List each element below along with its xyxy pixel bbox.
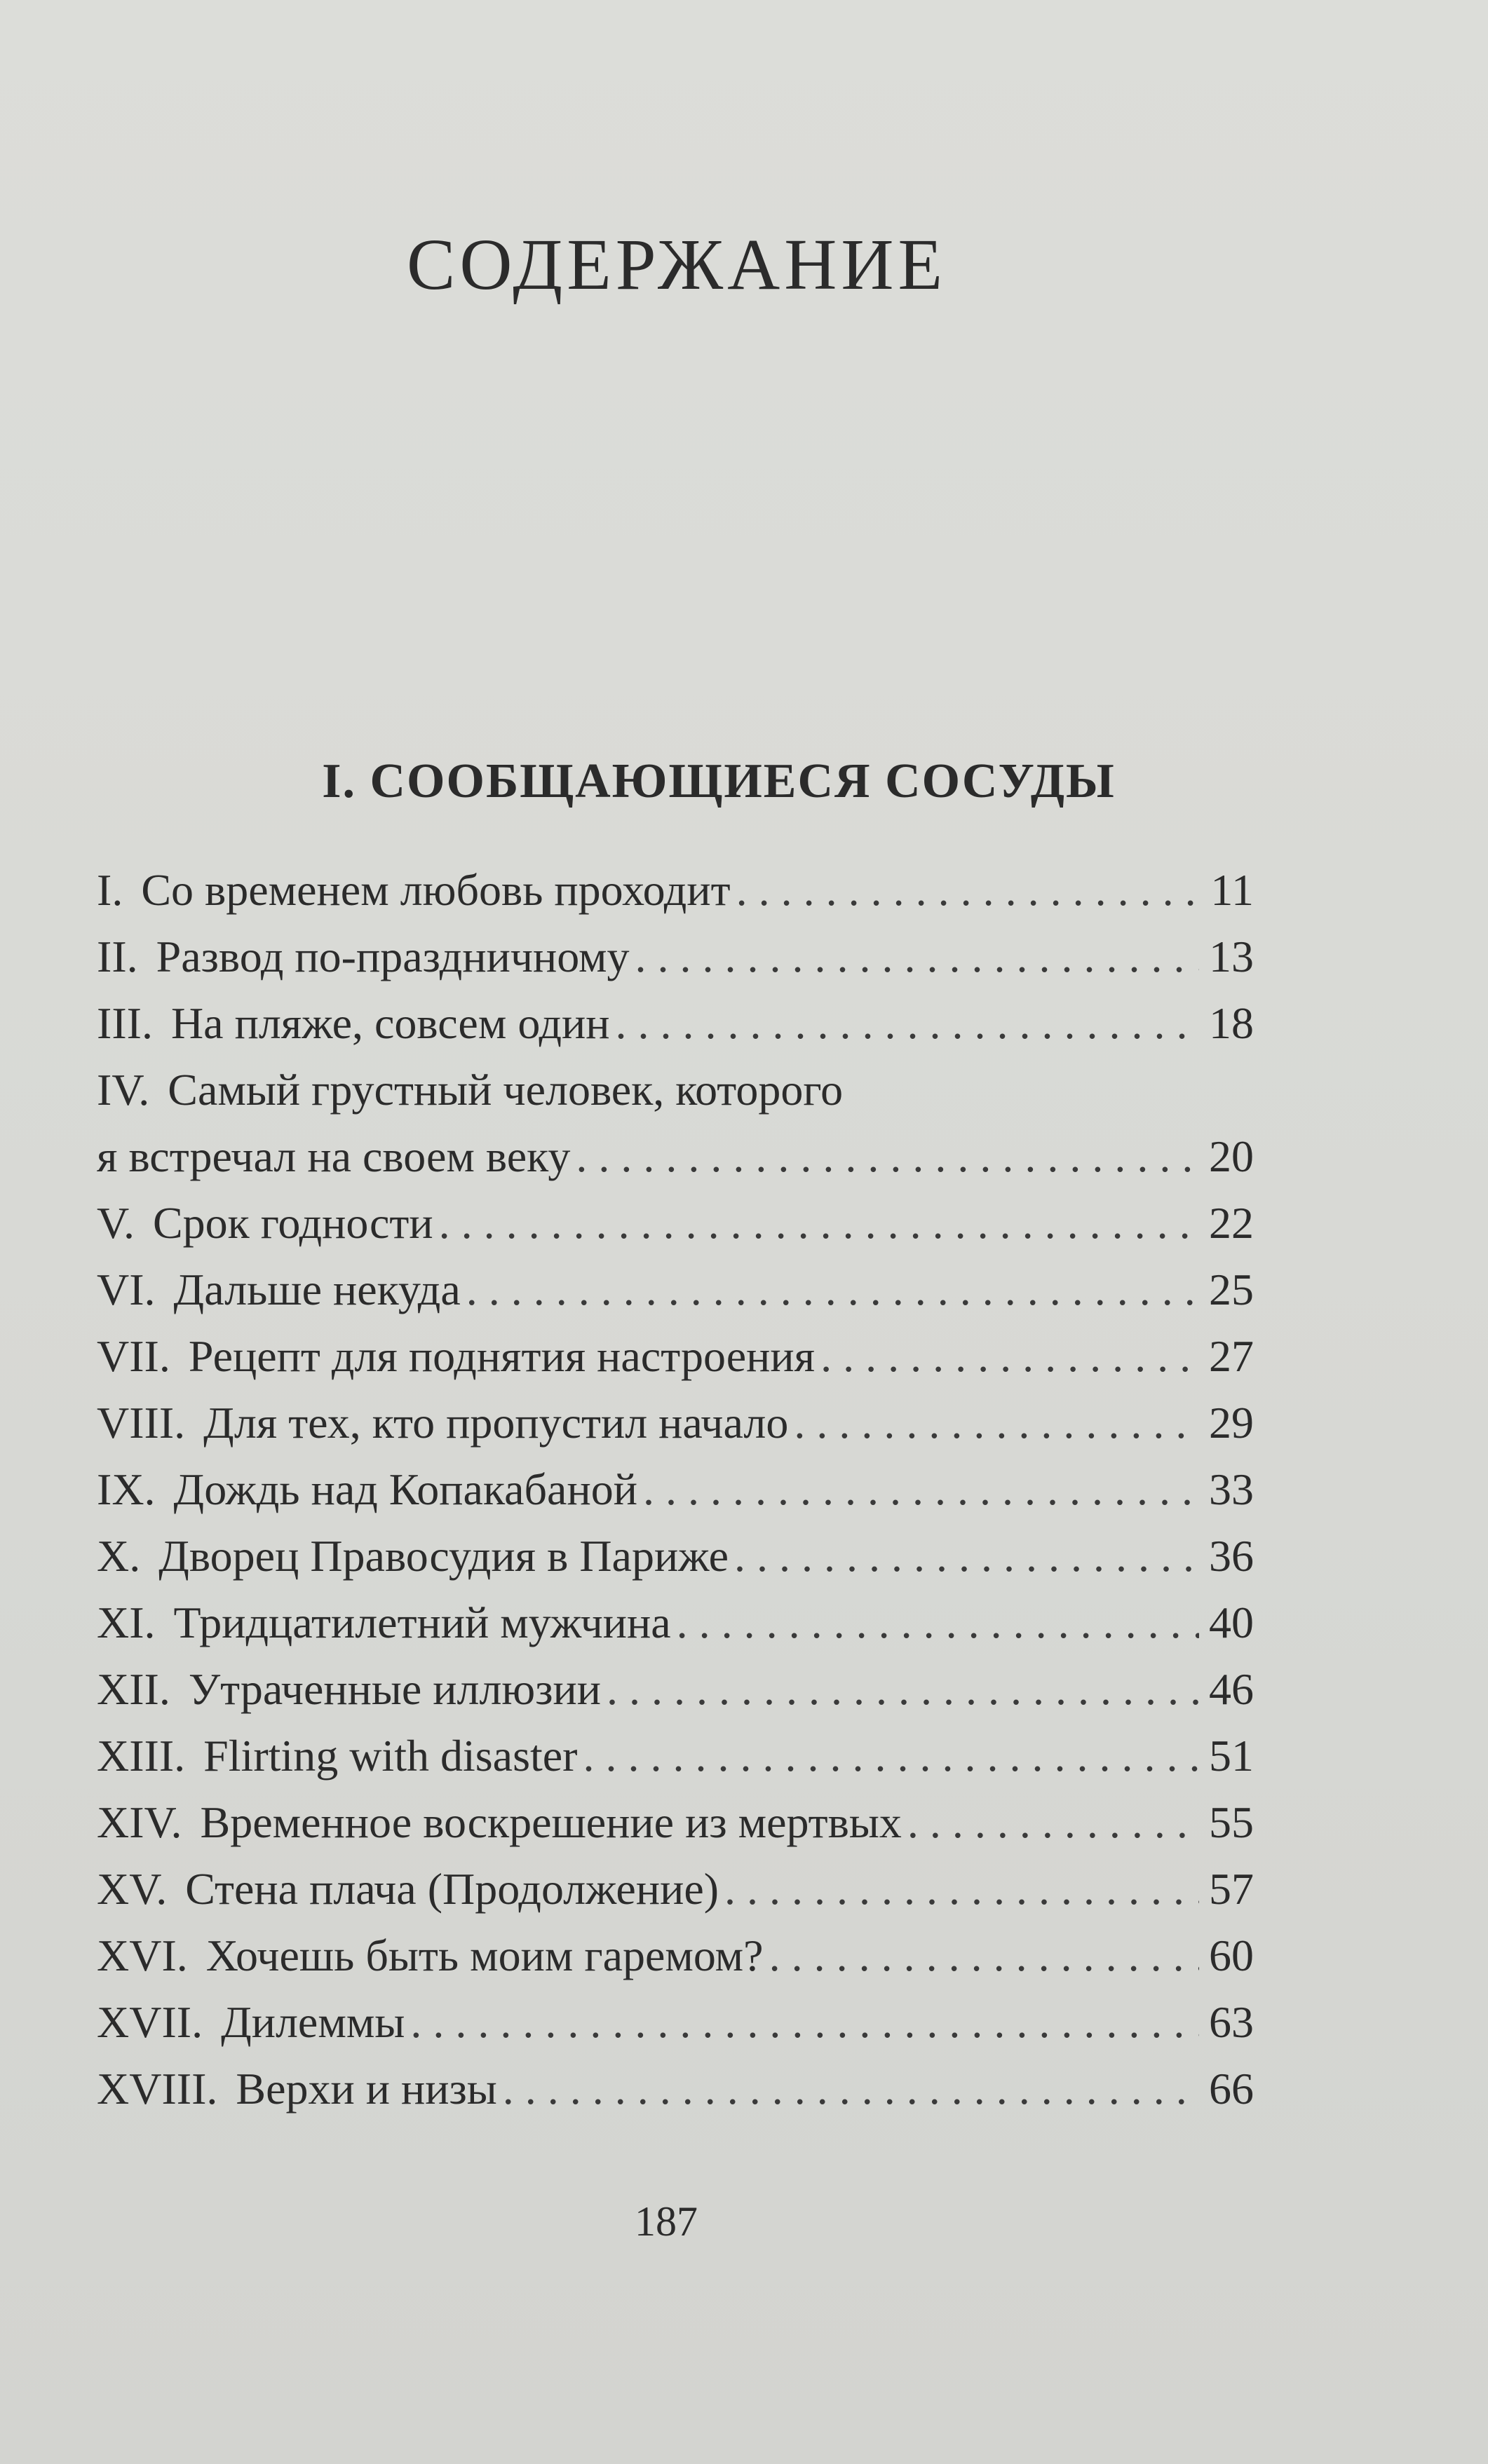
dot-leader [734,1523,1199,1589]
toc-entry [97,1190,1254,1256]
toc-entry-number: XVI. [97,1931,188,1980]
page-number: 187 [635,2198,698,2245]
toc-entry-title: Дилеммы [221,1997,405,2047]
toc-entry-page: 40 [1209,1598,1254,1647]
toc-entry [97,1323,1254,1389]
toc-entry-number: XVII. [97,1997,203,2047]
toc-entry-title: Срок годности [152,1198,433,1248]
toc-entry-title-continued: я встречал на своем веку [97,1131,571,1181]
toc-entry-number: I. [97,865,123,915]
dot-leader [724,1856,1199,1922]
toc-entry-title: Рецепт для поднятия настроения [188,1331,816,1381]
toc-entry [97,1922,1254,1989]
toc-entry-page: 63 [1209,1997,1254,2047]
toc-entry-number: XIV. [97,1797,182,1847]
dot-leader [576,1123,1199,1190]
toc-entry-page: 11 [1210,865,1254,915]
toc-entry-number: II. [97,932,138,981]
dot-leader [820,1323,1199,1389]
toc-entry-title: Стена плача (Продолжение) [185,1864,719,1914]
toc-entry-number: III. [97,998,153,1048]
toc-entry-title: Дождь над Копакабаной [173,1464,637,1514]
toc-entry-number: IV. [97,1065,150,1115]
dot-leader [907,1789,1199,1856]
toc-entry-number: XVIII. [97,2064,218,2114]
toc-entry-title: Для тех, кто пропустил начало [203,1398,789,1448]
toc-entry-page: 25 [1209,1265,1254,1314]
dot-leader [439,1190,1199,1256]
toc-entry-title: Временное воскрешение из мертвых [200,1797,902,1847]
toc-entry [97,1722,1254,1789]
toc-entry-number: XIII. [97,1731,186,1781]
toc-entry-page: 51 [1209,1731,1254,1781]
toc-entry-page: 66 [1209,2064,1254,2114]
toc-entry [97,990,1254,1056]
toc-entry-page: 36 [1209,1531,1254,1581]
toc-entry-number: V. [97,1198,135,1248]
section-title: I. СООБЩАЮЩИЕСЯ СОСУДЫ [322,754,1116,808]
dot-leader [410,1989,1199,2055]
toc-entry-number: VIII. [97,1398,186,1448]
toc-entry [97,1523,1254,1589]
toc-entry-number: VI. [97,1265,156,1314]
dot-leader [769,1922,1199,1989]
toc-entry-page: 29 [1209,1398,1254,1448]
toc-entry-page: 13 [1209,932,1254,981]
toc-entry-title: Со временем любовь проходит [141,865,731,915]
toc-entry [97,1856,1254,1922]
dot-leader [794,1389,1199,1456]
toc-entry [97,1389,1254,1456]
toc-entry-title: Верхи и низы [236,2064,497,2114]
toc-entry-title: Тридцатилетний мужчина [173,1598,671,1647]
toc-entry-page: 33 [1209,1464,1254,1514]
toc-entry-title: Развод по-праздничному [156,932,630,981]
toc-entry [97,1456,1254,1523]
toc-entry-page: 46 [1209,1664,1254,1714]
toc-entry-page: 60 [1209,1931,1254,1980]
toc-entry-number: X. [97,1531,141,1581]
dot-leader [677,1589,1199,1656]
toc-entry-title: Flirting with disaster [203,1731,578,1781]
dot-leader [466,1256,1199,1323]
toc-entry [97,857,1254,923]
toc-entry-number: XII. [97,1664,170,1714]
toc-entry [97,1989,1254,2055]
toc-entry-page: 22 [1209,1198,1254,1248]
toc-entry [97,1589,1254,1656]
dot-leader [503,2055,1199,2122]
toc-entry-page: 55 [1209,1797,1254,1847]
table-of-contents [97,857,1254,2122]
toc-entry [97,1656,1254,1722]
dot-leader [607,1656,1199,1722]
toc-entry-number: IX. [97,1464,156,1514]
toc-entry [97,2055,1254,2122]
dot-leader [635,923,1199,990]
dot-leader [616,990,1199,1056]
page-title: СОДЕРЖАНИЕ [407,224,947,305]
toc-entry-title: Хочешь быть моим гаремом? [205,1931,764,1980]
toc-entry-page: 20 [1209,1131,1254,1181]
dot-leader [643,1456,1199,1523]
toc-entry [97,923,1254,990]
toc-entry [97,1056,1254,1190]
toc-entry [97,1789,1254,1856]
dot-leader [583,1722,1199,1789]
dot-leader [736,857,1199,923]
toc-entry-number: VII. [97,1331,170,1381]
toc-entry-page: 57 [1209,1864,1254,1914]
toc-entry-title: На пляже, совсем один [170,998,610,1048]
toc-entry [97,1256,1254,1323]
toc-entry-page: 27 [1209,1331,1254,1381]
toc-entry-page: 18 [1209,998,1254,1048]
toc-entry-title: Дальше некуда [173,1265,461,1314]
toc-entry-number: XI. [97,1598,156,1647]
toc-entry-title: Дворец Правосудия в Париже [158,1531,729,1581]
toc-entry-number: XV. [97,1864,168,1914]
toc-entry-title: Утраченные иллюзии [188,1664,601,1714]
toc-entry-title: Самый грустный человек, которого [168,1065,844,1115]
